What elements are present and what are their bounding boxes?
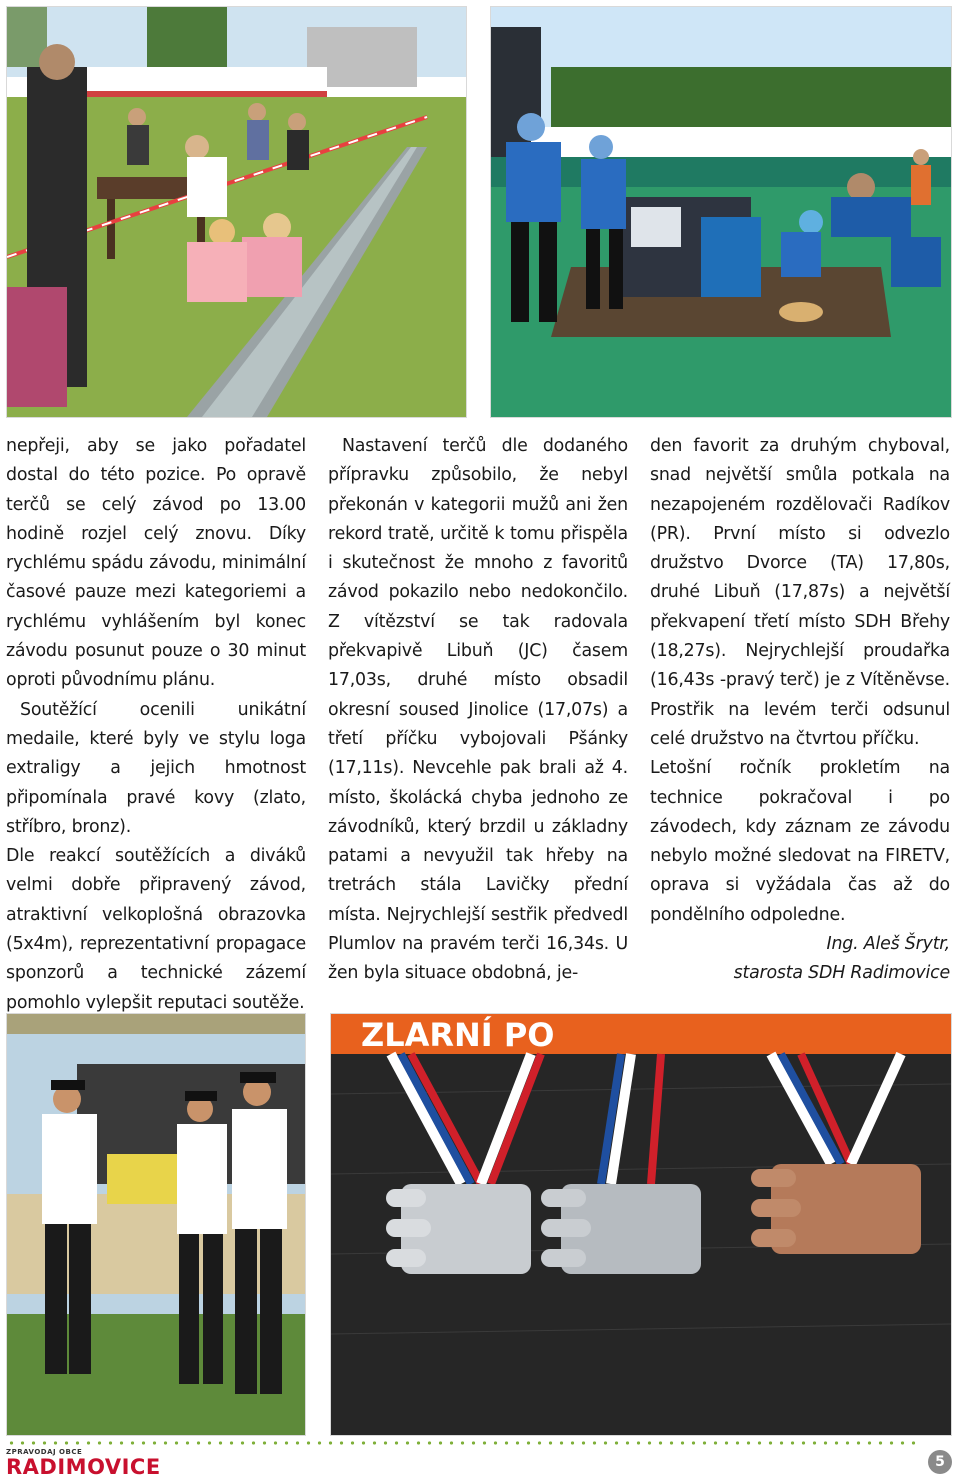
photo-officials xyxy=(6,1013,306,1436)
newsletter-logo xyxy=(6,1448,161,1478)
footer-dotted-rule xyxy=(6,1441,920,1445)
photo-medals xyxy=(330,1013,952,1436)
paragraph: Nastavení terčů dle dodaného přípravku způsobilo, že nebyl překonán v kategorii mužů ani žen rekord tratě, určitě k tomu přispěla i skutečnost že mnoho z favoritů závod pokazilo nebo nedokončilo. Z vítězství se tak radovala překvapivě Libuň (JC) časem 17,03s, druhé místo obsadil okresní soused Jinolice (17,07s) a třetí příčku vybojovali Pšánky (17,11s). Nevcehle pak brali až 4. místo, školácká chyba jednoho ze závodníků, který brzdil u základny patami a nevyužil tak hřeby na tretrách stála Lavičky přední místa. Nejrychlejší sestřik předvedl Plumlov na pravém terči 16,34s. U žen byla situace obdobná, je- xyxy=(328,436,628,984)
article-column-2 xyxy=(328,432,628,989)
medals-banner-text: ZLARNÍ PO xyxy=(361,1016,555,1054)
article-column-3 xyxy=(650,432,950,989)
logo-subtitle: ZPRAVODAJ OBCE xyxy=(6,1448,83,1456)
paragraph: Soutěžící ocenili unikátní medaile, které byly ve stylu loga extraligy a jejich hmotnost připomínala pravé kovy (zlato, stříbro, bronz). xyxy=(6,699,306,837)
photo-competitors-pump xyxy=(490,6,952,418)
author-name: Ing. Aleš Šrytr, xyxy=(826,934,950,955)
author-role: starosta SDH Radimovice xyxy=(733,963,950,984)
logo-title: RADIMOVICE xyxy=(6,1455,161,1479)
paragraph: Letošní ročník prokletím na technice pokračoval i po závodech, kdy záznam ze závodu nebylo možné sledovat na FIRETV, oprava si vyžádala čas až do pondělního odpoledne. xyxy=(650,758,950,925)
paragraph: Dle reakcí soutěžících a diváků velmi dobře připravený závod, atraktivní velkoplošná obrazovka (5x4m), reprezentativní propagace sponzorů a technické zázemí pomohlo vylepšit reputaci soutěže. xyxy=(6,846,306,1013)
author-signature xyxy=(650,930,950,989)
photo-spectators xyxy=(6,6,467,418)
paragraph: den favorit za druhým chyboval, snad největší smůla potkala na nezapojeném rozdělovači Radíkov (PR). První místo si odvezlo družstvo Dvorce (TA) 17,80s, druhé Libuň (17,87s) a největší překvapení třetí místo SDH Břehy (18,27s). Nejrychlejší proudařka (16,43s -pravý terč) je z Vítěněvse. Prostřik na levém terči odsunul celé družstvo na čtvrtou příčku. xyxy=(650,436,950,749)
article-column-1 xyxy=(6,432,306,1018)
page-number: 5 xyxy=(928,1450,952,1474)
paragraph: nepřeji, aby se jako pořadatel dostal do této pozice. Po opravě terčů se celý závod po 13.00 hodině rozjel celý znovu. Díky rychlému spádu závodu, minimální časové pauze mezi kategoriemi a rychlému vyhlášením byl konec závodu posunut pouze o 30 minut oproti původnímu plánu. xyxy=(6,436,306,691)
